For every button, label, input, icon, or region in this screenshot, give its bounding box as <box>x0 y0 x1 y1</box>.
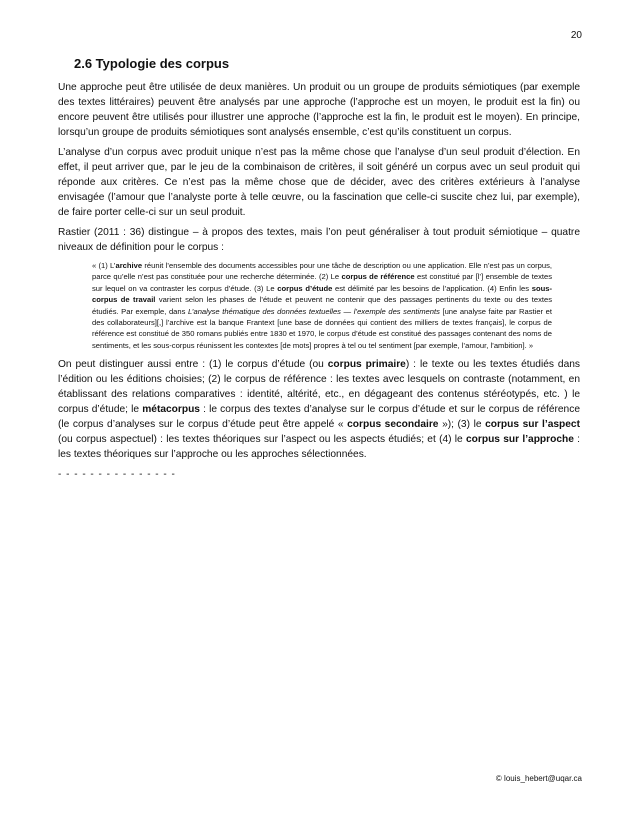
footer-email: © louis_hebert@uqar.ca <box>495 774 582 783</box>
term-metacorpus: métacorpus <box>142 404 200 416</box>
quote-text: « (1) L’ <box>92 261 116 270</box>
section-title: 2.6 Typologie des corpus <box>74 56 230 71</box>
quote-text: est constitué par [l’] ensemble de textes sur lequel on va contraster les corpus d’étude. (3) Le <box>92 272 552 293</box>
dashed-divider: - - - - - - - - - - - - - - - <box>58 469 176 481</box>
quote-term-archive: archive <box>115 261 143 270</box>
paragraph-1: Une approche peut être utilisée de deux manières. Un produit ou un groupe de produits sémiotiques (par exemple des textes littéraires) peuvent être analysés par une approche (l’approche est un moyen, le produit est la fin) ou encore peuvent être utilisés pour illustrer une approche (l’approche est la fin, le produit est le moyen). En principe, lorsqu’un groupe de produits sémiotiques sont analysés ensemble, c’est qu’ils constituent un corpus. <box>58 82 580 138</box>
document-body <box>58 80 580 482</box>
quote-term-reference-corpus: corpus de référence <box>341 272 415 282</box>
block-quote <box>92 260 552 351</box>
paragraph-text: : le corpus des textes d’analyse sur le corpus d’étude et sur le corpus de référence (le corpus d’analyses sur le corpus d’étude peut être appelé « <box>58 404 580 431</box>
paragraph-text: : les textes théoriques sur l’approche ou les approches sélectionnées. <box>58 434 580 461</box>
quote-cited-title: L’analyse thématique des données textuelles — l’exemple des sentiments <box>187 306 440 316</box>
term-primary-corpus: corpus primaire <box>327 359 406 371</box>
paragraph-3: Rastier (2011 : 36) distingue – à propos des textes, mais l’on peut généraliser à tout produit sémiotique – quatre niveaux de définition pour le corpus : <box>58 227 580 253</box>
paragraph-4 <box>58 357 580 462</box>
term-secondary-corpus: corpus secondaire <box>347 419 439 431</box>
quote-text: est délimité par les besoins de l’application. (4) Enfin les <box>332 283 532 293</box>
paragraph-text: On peut distinguer aussi entre : (1) le corpus d’étude (ou <box>58 359 328 371</box>
page-number: 20 <box>570 30 582 41</box>
quote-term-study-corpus: corpus d’étude <box>277 283 333 293</box>
quote-text: [une analyse faite par Rastier et des collaborateurs][,] l’archive est la banque Frantext [une base de données qui contient des milliers de textes français], le corpus de référence est constitué de 350 romans publiés entre 1830 et 1970, le corpus d’étude est constitué des passages contenant des noms de sentiments, et les sous-corpus réunissent les contextes [de mots] propres à tel ou tel sentiment [par exemple, l’amour, l’ambition]. » <box>92 306 552 350</box>
term-aspect-corpus: corpus sur l’aspect <box>485 419 580 431</box>
quote-text: réunit l’ensemble des documents accessibles pour une tâche de description ou une application. Elle n’est pas un corpus, parce qu’elle n’est pas constituée pour une recherche déterminée. (2) Le <box>92 261 552 282</box>
paragraph-2: L’analyse d’un corpus avec produit unique n’est pas la même chose que l’analyse d’un seul produit d’élection. En effet, il peut arriver que, par le jeu de la combinaison de critères, il soit généré un corpus avec un seul produit qui réponde aux critères. Ce n’est pas la même chose que de décider, avec des critères extérieurs à l’analyse envisagée (l’amour que l’analyste porte à telle œuvre, ou la fascination que celle-ci suscite chez lui, par exemple), de faire porter celle-ci sur un seul produit. <box>58 147 580 218</box>
quote-text: varient selon les phases de l’étude et peuvent ne contenir que des passages pertinents du texte ou des textes étudiés. Par exemple, dans <box>92 295 552 316</box>
quote-term-work-subcorpus: sous-corpus de travail <box>92 283 552 305</box>
paragraph-text: ) : le texte ou les textes étudiés dans l’édition ou les éditions choisies; (2) le corpus de référence : les textes avec lesquels on contraste (notamment, en établissant des relations comparatives : identité, altérité, etc., en dégageant des contenus stéréotypés, etc. ) le corpus d’étude; le <box>58 359 581 416</box>
term-approach-corpus: corpus sur l’approche <box>466 434 574 446</box>
paragraph-text: (ou corpus aspectuel) : les textes théoriques sur l’aspect ou les aspects étudiés; et (4) le <box>58 434 466 446</box>
paragraph-text: »); (3) le <box>438 419 486 431</box>
